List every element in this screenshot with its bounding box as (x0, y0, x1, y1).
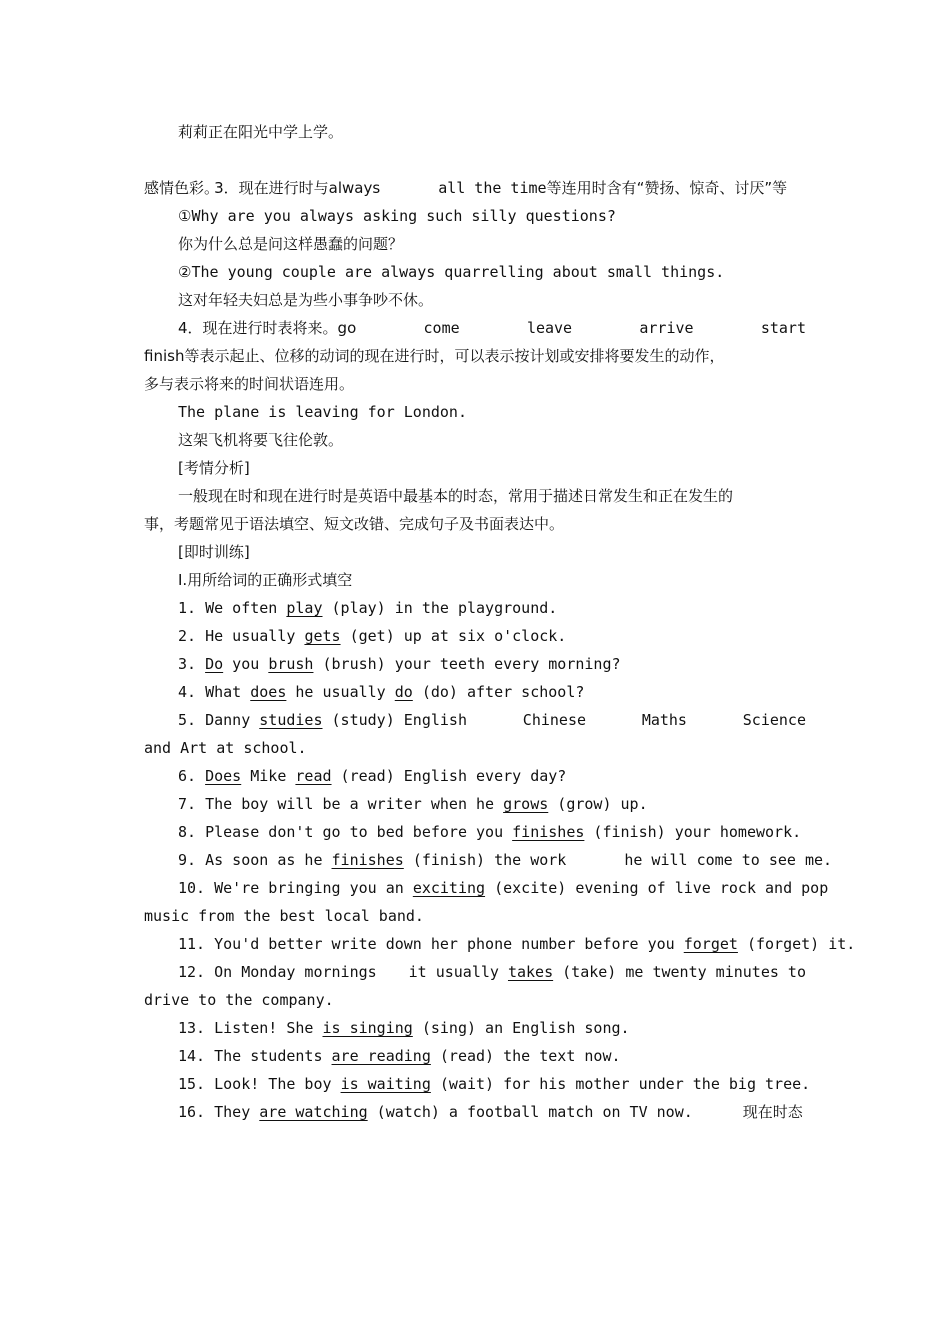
answer: takes (507, 963, 554, 981)
text-segment: all the time (438, 179, 547, 197)
exercise-item: 4. What does he usually do (do) after school? (178, 683, 585, 701)
exercise-item: 16. They are watching (watch) a football match on TV now. 现在时态 (178, 1103, 803, 1121)
text-line: finish等表示起止、位移的动词的现在进行时，可以表示按计划或安排将要发生的动作， (144, 347, 725, 365)
exercise-item-continued: and Art at school. (144, 739, 307, 757)
answer: are reading (331, 1047, 431, 1065)
text-segment: arrive (639, 319, 694, 337)
answer: finishes (512, 823, 585, 841)
text-line (178, 314, 806, 342)
text-segment: leave (526, 319, 573, 337)
section-heading: [即时训练] (178, 543, 250, 561)
exercise-item: 1. We often play (play) in the playground. (178, 599, 558, 617)
exercise-item: 5. Danny studies (study) English Chinese Maths Science (178, 711, 806, 729)
answer: studies (259, 711, 323, 729)
section-heading: [考情分析] (178, 459, 250, 477)
exercise-item: 12. On Monday mornings it usually takes (take) me twenty minutes to (178, 963, 806, 981)
exercise-item: 8. Please don't go to bed before you finishes (finish) your homework. (178, 823, 802, 841)
text-line: 莉莉正在阳光中学上学。 (178, 123, 344, 141)
exercise-item: 7. The boy will be a writer when he grows (grow) up. (178, 795, 648, 813)
exercise-item-continued: music from the best local band. (144, 907, 424, 925)
exercise-item: 15. Look! The boy is waiting (wait) for his mother under the big tree. (178, 1075, 811, 1093)
text-line: 感情色彩。 (144, 179, 220, 197)
answer: finishes (331, 851, 404, 869)
exercise-item: 14. The students are reading (read) the text now. (178, 1047, 621, 1065)
answer: brush (268, 655, 314, 673)
text-line: 事，考题常见于语法填空、短文改错、完成句子及书面表达中。 (144, 515, 565, 533)
answer: does (250, 683, 287, 701)
answer: Do (205, 655, 224, 673)
text-line: 你为什么总是问这样愚蠢的问题？ (178, 235, 404, 253)
text-line: 这架飞机将要飞往伦敦。 (178, 431, 344, 449)
exercise-item: 11. You'd better write down her phone number before you forget (forget) it. (178, 935, 856, 953)
exercise-item: 13. Listen! She is singing (sing) an English song. (178, 1019, 630, 1037)
text-line: 这对年轻夫妇总是为些小事争吵不休。 (178, 291, 434, 309)
exercise-item: 2. He usually gets (get) up at six o'clock. (178, 627, 567, 645)
exercise-item-continued: drive to the company. (144, 991, 334, 1009)
answer: Does (205, 767, 242, 785)
exercise-item: 10. We're bringing you an exciting (excite) evening of live rock and pop (178, 879, 829, 897)
text-line: The plane is leaving for London. (178, 403, 467, 421)
exercise-item: 9. As soon as he finishes (finish) the work he will come to see me. (178, 851, 833, 869)
text-segment: come (423, 319, 460, 337)
answer: do (394, 683, 413, 701)
answer: read (295, 767, 332, 785)
text-segment: start (760, 319, 806, 337)
answer: grows (503, 795, 549, 813)
text-line: ①Why are you always asking such silly questions? (178, 207, 616, 225)
text-line: 一般现在时和现在进行时是英语中最基本的时态，常用于描述日常发生和正在发生的 (178, 487, 734, 505)
answer: exciting (412, 879, 486, 897)
answer: play (286, 599, 323, 617)
answer: is singing (322, 1019, 413, 1037)
answer: forget (683, 935, 738, 953)
text-line: 多与表示将来的时间状语连用。 (144, 375, 355, 393)
exercise-item: 3. Do you brush (brush) your teeth every morning? (178, 655, 621, 673)
exercise-instruction: Ⅰ.用所给词的正确形式填空 (178, 571, 353, 589)
text-segment: 3．现在进行时与always (214, 179, 381, 197)
exercise-item: 6. Does Mike read (read) English every day? (178, 767, 567, 785)
text-segment: 等连用时含有“赞扬、惊奇、讨厌”等 (546, 179, 788, 197)
text-line: ②The young couple are always quarrelling about small things. (178, 263, 725, 281)
answer: gets (304, 627, 341, 645)
text-segment: 4．现在进行时表将来。go (178, 319, 357, 337)
answer: is waiting (340, 1075, 431, 1093)
answer: are watching (259, 1103, 368, 1121)
